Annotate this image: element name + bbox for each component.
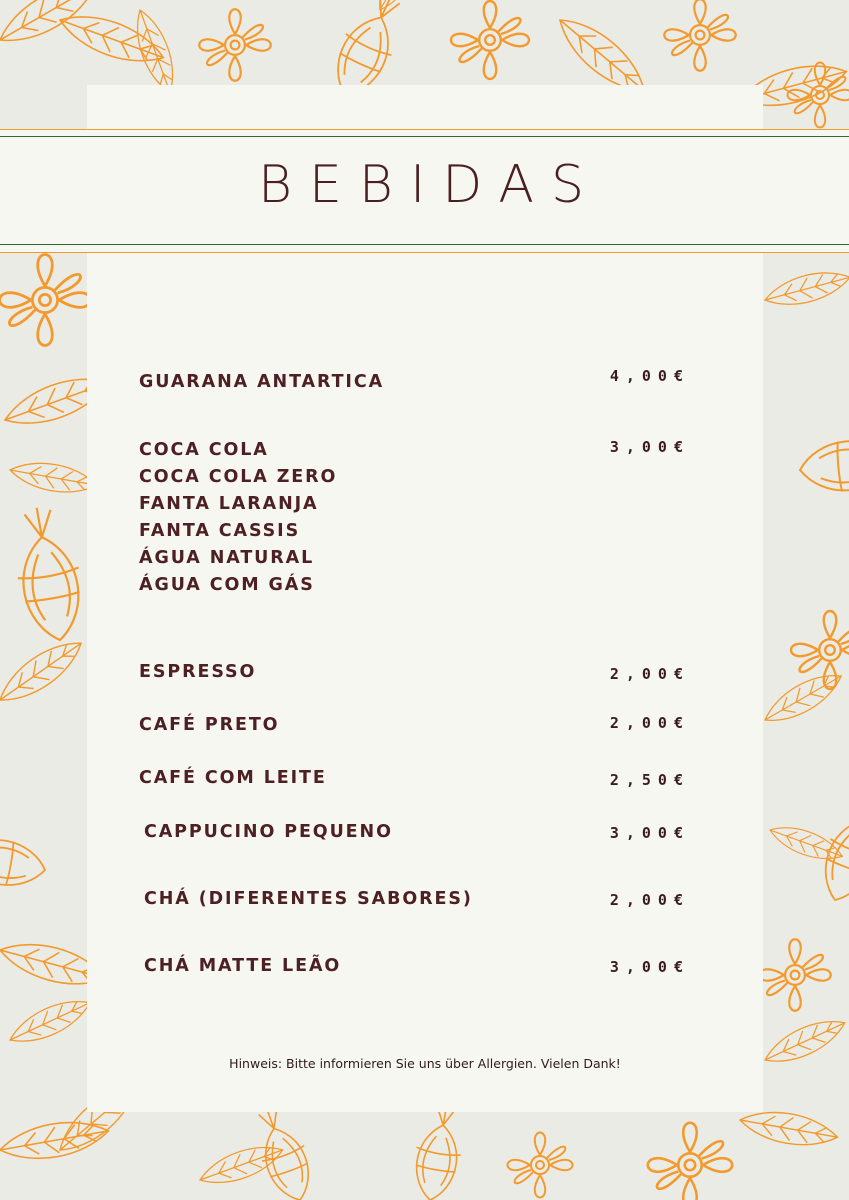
menu-item-coca-cola: COCA COLA <box>139 440 269 460</box>
title-band-bottom-line-orange <box>0 252 849 253</box>
price-cappucino-pequeno: 3,00€ <box>609 824 690 842</box>
allergy-note: Hinweis: Bitte informieren Sie uns über Allergien. Vielen Dank! <box>229 1056 621 1071</box>
price-cha-diferentes-sabores: 2,00€ <box>609 891 690 909</box>
menu-item-coca-cola-zero: COCA COLA ZERO <box>139 467 338 487</box>
price-cha-matte-leao: 3,00€ <box>609 958 690 976</box>
price-cafe-preto: 2,00€ <box>609 714 690 732</box>
price-espresso: 2,00€ <box>609 665 690 683</box>
price-guarana: 4,00€ <box>609 367 690 385</box>
price-soft-drinks: 3,00€ <box>609 438 690 456</box>
price-cafe-com-leite: 2,50€ <box>609 771 690 789</box>
title-band-top-line-orange <box>0 129 849 130</box>
menu-item-espresso: ESPRESSO <box>139 662 257 682</box>
title-band-top-line-green <box>0 136 849 137</box>
menu-item-cappucino-pequeno: CAPPUCINO PEQUENO <box>144 822 393 842</box>
menu-item-cha-matte-leao: CHÁ MATTE LEÃO <box>144 956 342 976</box>
menu-item-cafe-preto: CAFÉ PRETO <box>139 715 280 735</box>
menu-item-fanta-laranja: FANTA LARANJA <box>139 494 319 514</box>
title-band-bottom-line-green <box>0 244 849 245</box>
menu-item-agua-com-gas: ÁGUA COM GÁS <box>139 575 315 595</box>
menu-item-agua-natural: ÁGUA NATURAL <box>139 548 315 568</box>
menu-item-cafe-com-leite: CAFÉ COM LEITE <box>139 768 327 788</box>
page-title: BEBIDAS <box>258 155 601 215</box>
menu-item-cha-diferentes-sabores: CHÁ (DIFERENTES SABORES) <box>144 889 473 909</box>
menu-item-fanta-cassis: FANTA CASSIS <box>139 521 301 541</box>
menu-item-guarana: GUARANA ANTARTICA <box>139 372 385 392</box>
